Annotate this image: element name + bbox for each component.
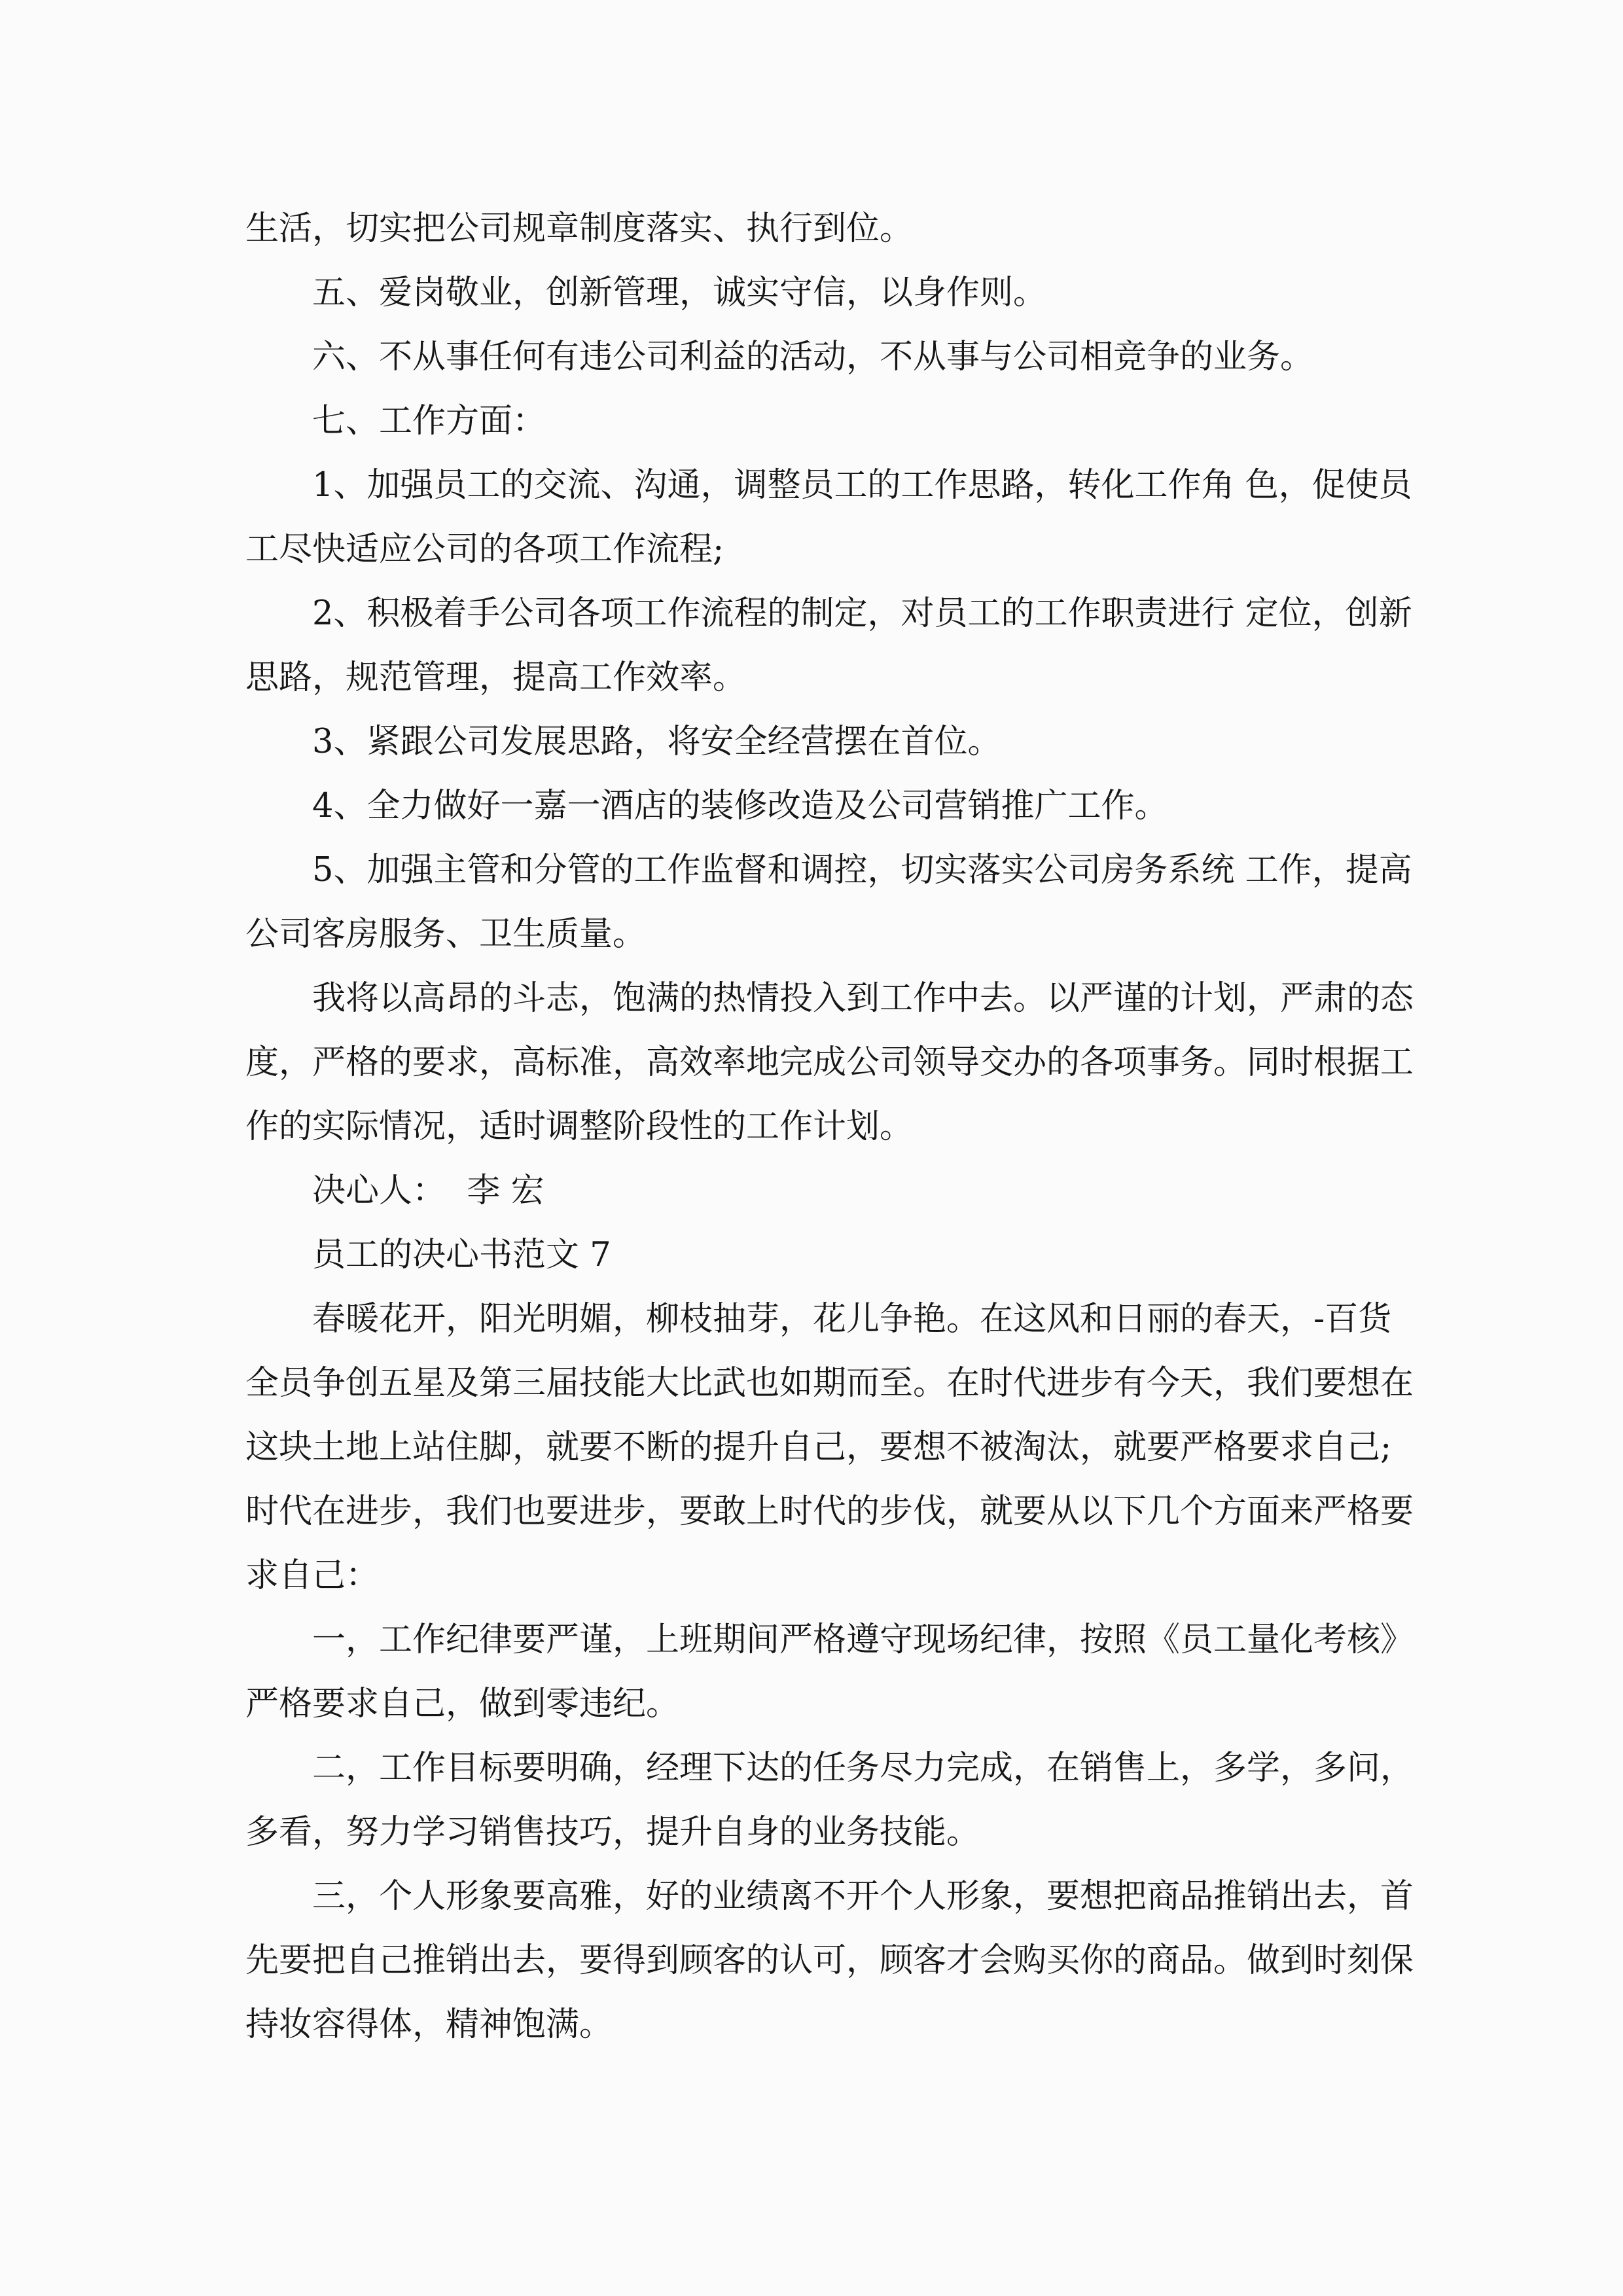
text-line: 这块土地上站住脚，就要不断的提升自己，要想不被淘汰，就要严格要求自己; <box>245 1428 1392 1467</box>
text-line: 全员争创五星及第三届技能大比武也如期而至。在时代进步有今天，我们要想在 <box>245 1364 1414 1403</box>
document-body <box>245 197 1414 2057</box>
text-line: 决心人： 李 宏 <box>312 1172 544 1210</box>
text-line: 我将以高昂的斗志，饱满的热情投入到工作中去。以严谨的计划，严肃的态 <box>312 979 1414 1018</box>
text-line: 严格要求自己，做到零违纪。 <box>245 1685 680 1723</box>
text-line: 多看，努力学习销售技巧，提升自身的业务技能。 <box>245 1813 980 1852</box>
text-line: 3、紧跟公司发展思路，将安全经营摆在首位。 <box>312 723 1001 761</box>
text-line: 1、加强员工的交流、沟通，调整员工的工作思路，转化工作角 色，促使员 <box>312 466 1412 505</box>
text-line: 作的实际情况，适时调整阶段性的工作计划。 <box>245 1107 914 1146</box>
text-line: 三，个人形象要高雅，好的业绩离不开个人形象，要想把商品推销出去，首 <box>312 1877 1414 1916</box>
text-line: 时代在进步，我们也要进步，要敢上时代的步伐，就要从以下几个方面来严格要 <box>245 1492 1414 1531</box>
text-line: 一，工作纪律要严谨，上班期间严格遵守现场纪律，按照《员工量化考核》 <box>312 1621 1414 1659</box>
text-line: 5、加强主管和分管的工作监督和调控，切实落实公司房务系统 工作，提高 <box>312 851 1412 889</box>
text-line: 持妆容得体，精神饱满。 <box>245 2005 613 2044</box>
text-line: 求自己： <box>245 1556 380 1595</box>
text-line: 六、不从事任何有违公司利益的活动，不从事与公司相竞争的业务。 <box>312 338 1314 376</box>
text-line: 2、积极着手公司各项工作流程的制定，对员工的工作职责进行 定位，创新 <box>312 594 1412 633</box>
text-line: 4、全力做好一嘉一酒店的装修改造及公司营销推广工作。 <box>312 787 1168 825</box>
text-line: 工尽快适应公司的各项工作流程; <box>245 530 724 569</box>
text-line: 员工的决心书范文 7 <box>312 1236 611 1274</box>
text-line: 五、爱岗敬业，创新管理，诚实守信，以身作则。 <box>312 274 1047 312</box>
text-line: 生活，切实把公司规章制度落实、执行到位。 <box>245 209 914 248</box>
text-line: 七、工作方面： <box>312 402 546 440</box>
text-line: 二，工作目标要明确，经理下达的任务尽力完成，在销售上，多学，多问， <box>312 1749 1414 1787</box>
text-line: 公司客房服务、卫生质量。 <box>245 915 647 954</box>
text-line: 思路，规范管理，提高工作效率。 <box>245 658 747 697</box>
text-line: 先要把自己推销出去，要得到顾客的认可，顾客才会购买你的商品。做到时刻保 <box>245 1941 1414 1980</box>
text-line: 度，严格的要求，高标准，高效率地完成公司领导交办的各项事务。同时根据工 <box>245 1043 1414 1082</box>
text-line: 春暖花开，阳光明媚，柳枝抽芽，花儿争艳。在这风和日丽的春天，-百货 <box>312 1300 1392 1338</box>
